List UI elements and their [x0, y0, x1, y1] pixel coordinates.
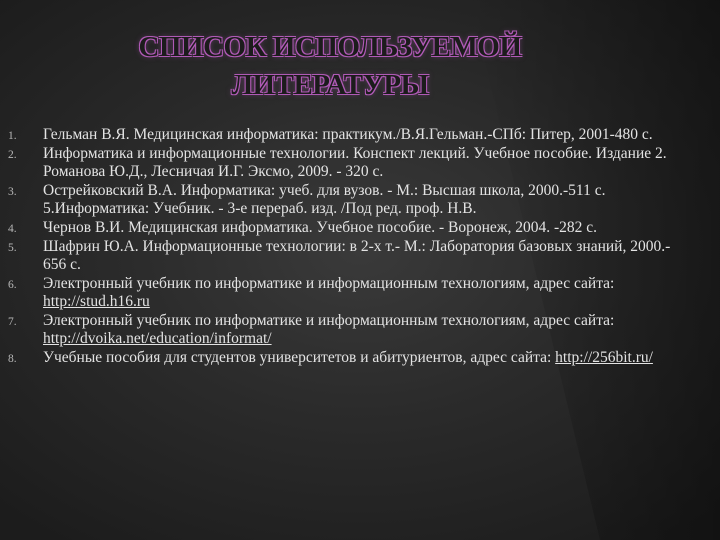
reference-text: Чернов В.И. Медицинская информатика. Учебное пособие. - Воронеж, 2004. -282 с.: [43, 219, 597, 236]
list-number: 1.: [8, 130, 17, 142]
site-link[interactable]: http://stud.h16.ru: [43, 293, 150, 310]
reference-text: Электронный учебник по информатике и информационным технологиям, адрес сайта:: [43, 275, 615, 292]
reference-list: [8, 126, 684, 368]
list-number: 4.: [8, 223, 17, 235]
site-link[interactable]: http://256bit.ru/: [555, 349, 653, 366]
list-number: 6.: [8, 279, 17, 291]
reference-text: Информатика и информационные технологии. Конспект лекций. Учебное пособие. Издание 2. Романова Ю.Д., Лесничая И.Г. Эксмо, 2009. - 320 с.: [43, 145, 667, 180]
list-item: [8, 275, 684, 311]
reference-text: Электронный учебник по информатике и информационным технологиям, адрес сайта:: [43, 312, 615, 329]
list-item: [8, 182, 684, 218]
reference-text: Шафрин Ю.А. Информационные технологии: в 2-х т.- М.: Лаборатория базовых знаний, 2000.- 656 с.: [43, 238, 671, 273]
reference-text: Острейковский В.А. Информатика: учеб. для вузов. - М.: Высшая школа, 2000.-511 с. 5.Информатика: Учебник. - 3-е перераб. изд. /Под ред. проф. Н.В.: [43, 182, 606, 217]
title-line-2: ЛИТЕРАТУРЫ: [231, 69, 429, 101]
reference-text: Учебные пособия для студентов университетов и абитуриентов, адрес сайта:: [43, 349, 556, 366]
list-number: 3.: [8, 186, 17, 198]
site-link[interactable]: http://dvoika.net/education/informat/: [43, 330, 272, 347]
list-item: [8, 349, 684, 367]
slide-title: [40, 28, 620, 104]
reference-text: Гельман В.Я. Медицинская информатика: практикум./В.Я.Гельман.-СПб: Питер, 2001-480 с.: [43, 126, 653, 143]
list-number: 5.: [8, 242, 17, 254]
list-number: 2.: [8, 149, 17, 161]
list-item: [8, 219, 684, 237]
list-item: [8, 312, 684, 348]
title-line-1: СПИСОК ИСПОЛЬЗУЕМОЙ: [138, 31, 522, 63]
list-number: 8.: [8, 353, 17, 365]
list-item: [8, 145, 684, 181]
list-number: 7.: [8, 316, 17, 328]
list-item: [8, 238, 684, 274]
list-item: [8, 126, 684, 144]
